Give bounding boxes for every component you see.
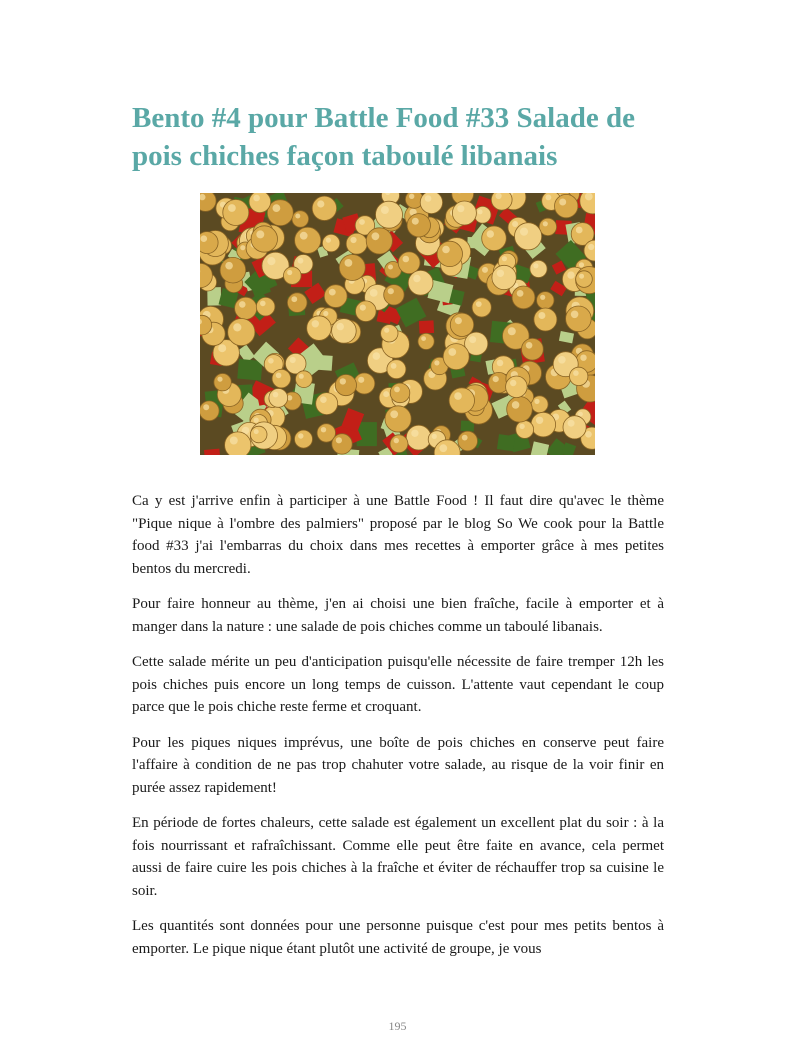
paragraph: Les quantités sont données pour une personne puisque c'est pour mes petits bentos à emporter. Le pique nique étant plutôt une activité de groupe, je vous xyxy=(132,918,664,957)
chickpea-highlight xyxy=(320,396,327,403)
chickpea-highlight xyxy=(425,195,432,202)
chickpea-highlight xyxy=(225,262,233,270)
page-title: Bento #4 pour Battle Food #33 Salade de pois chiches façon taboulé libanais xyxy=(132,102,635,172)
chickpea xyxy=(200,401,219,421)
chickpea-highlight xyxy=(372,232,380,240)
chickpea-highlight xyxy=(336,437,342,443)
chickpea-highlight xyxy=(370,289,378,297)
article-body xyxy=(132,490,664,973)
chickpea xyxy=(492,265,516,289)
chickpea-highlight xyxy=(384,328,389,333)
chickpea-highlight xyxy=(373,352,381,360)
chickpea-highlight xyxy=(326,238,331,243)
chickpea-highlight xyxy=(496,193,502,199)
chickpea-highlight xyxy=(510,380,516,386)
chickpea-highlight xyxy=(455,317,462,324)
chickpea-highlight xyxy=(487,230,494,237)
chickpea xyxy=(449,388,474,413)
chickpea-highlight xyxy=(388,288,394,294)
chickpea xyxy=(324,285,347,308)
chickpea-highlight xyxy=(517,290,524,297)
chickpea-highlight xyxy=(512,221,518,227)
chickpea xyxy=(295,430,313,448)
chickpea-highlight xyxy=(268,358,274,364)
chickpea-highlight xyxy=(412,218,419,225)
chickpea-highlight xyxy=(350,237,356,243)
chickpea xyxy=(566,306,592,332)
chickpea-highlight xyxy=(411,430,418,437)
chickpea-highlight xyxy=(421,336,426,341)
chickpea-highlight xyxy=(568,420,575,427)
chickpea xyxy=(316,393,338,415)
chickpea-highlight xyxy=(298,433,303,438)
chickpea xyxy=(235,297,257,319)
chickpea xyxy=(387,360,406,379)
chickpea xyxy=(256,297,275,316)
chickpea-highlight xyxy=(536,417,543,424)
chickpea-highlight xyxy=(273,204,281,212)
chickpea xyxy=(407,214,430,237)
chickpea xyxy=(376,201,403,228)
chickpea-highlight xyxy=(390,410,398,418)
chickpea-highlight xyxy=(546,195,552,201)
chickpea-highlight xyxy=(276,373,282,379)
chickpea-highlight xyxy=(508,327,516,335)
chickpea xyxy=(443,344,469,370)
chickpea-highlight xyxy=(493,376,499,382)
paragraph: Cette salade mérite un peu d'anticipation puisqu'elle nécessite de faire tremper 12h les pois chiches puis encore un long temps de cuisson. L'attente vaut cependant le coup parce que le pois chiche reste ferme et croquant. xyxy=(132,654,664,715)
chickpea-highlight xyxy=(218,344,226,352)
chickpea-highlight xyxy=(233,323,241,331)
chickpea-highlight xyxy=(340,378,346,384)
chickpea xyxy=(437,241,462,266)
chickpea-highlight xyxy=(434,360,439,365)
chickpea xyxy=(398,252,420,274)
chickpea-highlight xyxy=(383,391,389,397)
chickpea-highlight xyxy=(254,418,259,423)
chickpea-highlight xyxy=(409,194,414,199)
paragraph: Ca y est j'arrive enfin à participer à une Battle Food ! Il faut dire qu'avec le thème "Pique nique à l'ombre des palmiers" proposé par le blog So We cook pour la Battle food #33 j'ai l'embarras du choix dans mes recettes à emporter grâce à mes petites bentos du mercredi. xyxy=(132,493,664,577)
chickpea-highlight xyxy=(559,199,566,206)
chickpea-highlight xyxy=(287,270,292,275)
chickpea-highlight xyxy=(520,228,528,236)
chickpea xyxy=(332,434,352,454)
chickpea-highlight xyxy=(291,296,297,302)
chickpea xyxy=(450,313,473,336)
chickpea-highlight xyxy=(476,301,482,307)
chickpea-highlight xyxy=(482,267,488,273)
chickpea-highlight xyxy=(360,305,366,311)
chickpea xyxy=(366,228,392,254)
chickpea-highlight xyxy=(454,392,462,400)
chickpea-highlight xyxy=(321,427,326,432)
chickpea-highlight xyxy=(469,336,476,343)
chickpea xyxy=(223,200,249,226)
chickpea-highlight xyxy=(526,342,533,349)
chickpea xyxy=(506,376,528,398)
chickpea-highlight xyxy=(540,295,545,300)
chickpea-highlight xyxy=(588,244,594,250)
chickpea xyxy=(472,298,491,317)
chickpea-highlight xyxy=(558,356,566,364)
chickpea xyxy=(335,375,356,396)
chickpea xyxy=(292,211,309,228)
page-number: 195 xyxy=(388,1019,407,1033)
chickpea-highlight xyxy=(253,195,260,202)
chickpea xyxy=(385,406,411,432)
chickpea-highlight xyxy=(567,271,574,278)
chickpea-highlight xyxy=(478,209,483,214)
chickpea xyxy=(249,193,271,213)
chickpea xyxy=(474,206,491,223)
chickpea-highlight xyxy=(273,392,279,398)
chickpea-highlight xyxy=(576,227,583,234)
chickpea-highlight xyxy=(230,437,238,445)
chickpea-highlight xyxy=(300,232,308,240)
chickpea-highlight xyxy=(298,258,304,264)
chickpea-highlight xyxy=(391,363,397,369)
chickpea-highlight xyxy=(442,246,450,254)
chickpea xyxy=(458,431,478,451)
chickpea-highlight xyxy=(323,311,328,316)
chickpea-salad-photo xyxy=(200,193,595,455)
chickpea-highlight xyxy=(217,377,222,382)
chickpea xyxy=(251,226,277,252)
chickpea xyxy=(296,371,313,388)
chickpea xyxy=(356,301,377,322)
chickpea-highlight xyxy=(534,399,539,404)
chickpea-highlight xyxy=(579,274,584,279)
chickpea xyxy=(250,426,267,443)
chickpea-highlight xyxy=(432,434,437,439)
chickpea-highlight xyxy=(543,221,548,226)
paragraph: Pour les piques niques imprévus, une boîte de pois chiches en conserve peut faire l'affaire à condition de ne pas trop chahuter votre salade, au risque de la voir finir en purée assez rapidement! xyxy=(132,734,664,796)
chickpea-highlight xyxy=(579,262,584,267)
chickpea-highlight xyxy=(359,219,365,225)
chickpea xyxy=(418,333,434,349)
chickpea xyxy=(381,325,398,342)
chickpea xyxy=(522,338,544,360)
chickpea xyxy=(491,193,512,210)
chickpea xyxy=(220,257,246,283)
chickpea-highlight xyxy=(201,235,208,242)
chickpea xyxy=(284,267,302,285)
chickpea-highlight xyxy=(533,263,538,268)
chickpea-highlight xyxy=(239,301,246,308)
chickpea-highlight xyxy=(256,230,264,238)
chickpea xyxy=(539,218,556,235)
chickpea-highlight xyxy=(439,444,447,452)
chickpea xyxy=(384,285,404,305)
chickpea-highlight xyxy=(413,275,420,282)
chickpea xyxy=(390,383,410,403)
vegetable-piece xyxy=(497,434,515,451)
chickpea-highlight xyxy=(228,204,236,212)
chickpea-highlight xyxy=(457,205,464,212)
chickpea-highlight xyxy=(538,312,545,319)
chickpea-highlight xyxy=(571,311,579,319)
chickpea xyxy=(225,432,251,455)
chickpea-highlight xyxy=(394,387,400,393)
chickpea xyxy=(267,200,293,226)
chickpea-highlight xyxy=(448,348,456,356)
chickpea-highlight xyxy=(203,404,209,410)
chickpea-highlight xyxy=(585,431,592,438)
chickpea xyxy=(570,367,588,385)
chickpea-highlight xyxy=(254,429,259,434)
chickpea-highlight xyxy=(295,214,300,219)
chickpea xyxy=(507,397,533,423)
chickpea xyxy=(269,389,288,408)
chickpea xyxy=(390,435,408,453)
chickpea-highlight xyxy=(317,200,324,207)
chickpea xyxy=(537,292,554,309)
chickpea xyxy=(531,412,556,437)
chickpea xyxy=(346,233,367,254)
chickpea xyxy=(515,223,542,250)
chickpea-highlight xyxy=(260,301,266,307)
chickpea-highlight xyxy=(497,270,504,277)
chickpea xyxy=(214,374,231,391)
chickpea-highlight xyxy=(388,265,393,270)
chickpea xyxy=(339,255,365,281)
vegetable-piece xyxy=(419,320,434,333)
chickpea-highlight xyxy=(394,438,399,443)
chickpea xyxy=(312,196,336,220)
chickpea-highlight xyxy=(578,412,583,417)
chickpea-highlight xyxy=(519,424,524,429)
chickpea xyxy=(452,201,476,225)
chickpea xyxy=(272,369,291,388)
chickpea-highlight xyxy=(240,245,245,250)
chickpea xyxy=(322,234,339,251)
chickpea-highlight xyxy=(403,256,410,263)
chickpea xyxy=(563,416,586,439)
chickpea xyxy=(576,271,593,288)
chickpea-highlight xyxy=(381,206,389,214)
chickpea xyxy=(307,316,332,341)
paragraph: Pour faire honneur au thème, j'en ai choisi une bien fraîche, facile à emporter et à manger dans la nature : une salade de pois chiches comme un taboulé libanais. xyxy=(132,596,664,635)
chickpea xyxy=(295,227,321,253)
chickpea xyxy=(408,270,433,295)
chickpea-highlight xyxy=(267,257,275,265)
chickpea xyxy=(287,293,307,313)
chickpea-highlight xyxy=(345,259,353,267)
chickpea xyxy=(482,226,507,251)
chickpea-highlight xyxy=(573,370,579,376)
chickpea-highlight xyxy=(512,401,520,409)
chickpea-salad-image xyxy=(200,193,595,455)
chickpea xyxy=(200,232,218,254)
chickpea xyxy=(406,425,431,450)
chickpea xyxy=(512,286,535,309)
paragraph: En période de fortes chaleurs, cette salade est également un excellent plat du soir : à la fois nourrissant et rafraîchissant. Comme elle peut être faite en avance, cela permet aussi de faire cuire les pois chiches à la fraîche et éviter de réchauffer trop sa cuisine le soir. xyxy=(132,815,664,899)
chickpea-highlight xyxy=(290,357,296,363)
chickpea-highlight xyxy=(299,374,304,379)
chickpea-highlight xyxy=(580,355,586,361)
chickpea-highlight xyxy=(462,435,468,441)
chickpea xyxy=(516,421,534,439)
chickpea-highlight xyxy=(312,320,319,327)
chickpea xyxy=(420,193,442,214)
chickpea-highlight xyxy=(497,360,504,367)
chickpea xyxy=(555,194,578,217)
chickpea xyxy=(534,308,557,331)
chickpea-highlight xyxy=(329,289,336,296)
chickpea xyxy=(354,373,375,394)
chickpea xyxy=(228,319,255,346)
chickpea xyxy=(530,260,547,277)
chickpea-highlight xyxy=(358,377,364,383)
chickpea-highlight xyxy=(337,323,344,330)
chickpea-highlight xyxy=(502,256,507,261)
